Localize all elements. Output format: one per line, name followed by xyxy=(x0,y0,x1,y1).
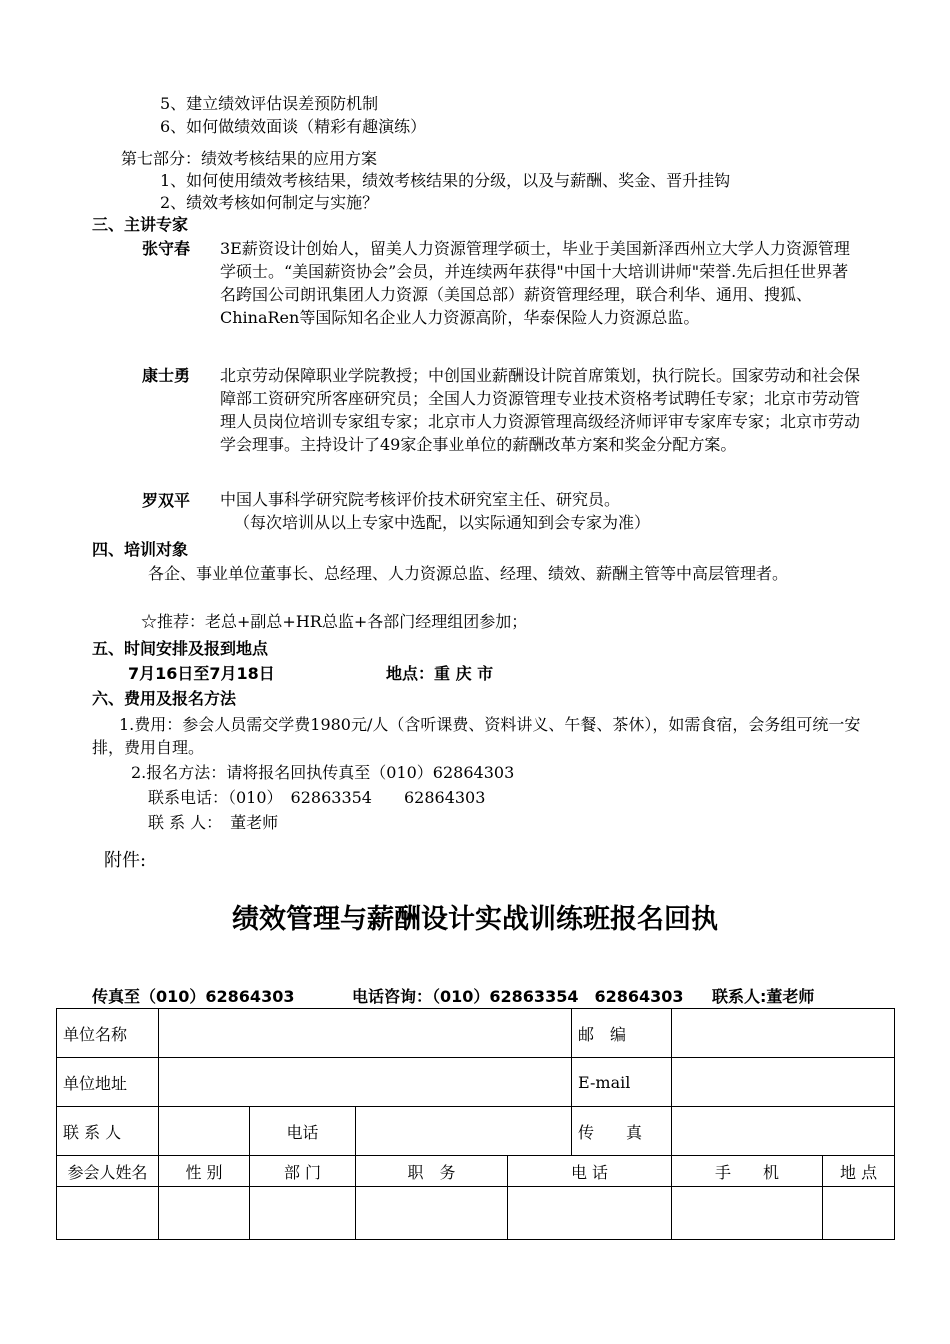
expert-bio-1: 3E薪资设计创始人，留美人力资源管理学硕士，毕业于美国新泽西州立大学人力资源管理学硕士。“美国薪资协会”会员，并连续两年获得"中国十大培训讲师"荣誉.先后担任世界著名跨国公司朗讯集团人力资源（美国总部）薪资管理经理，联合利华、通用、搜狐、ChinaRen等国际知名企业人力资源高阶，华泰保险人力资源总监。 xyxy=(220,239,850,327)
label-contact-person: 联 系 人 xyxy=(57,1107,159,1156)
cell-attendee-name[interactable] xyxy=(57,1187,159,1240)
col-gender: 性 别 xyxy=(159,1156,250,1187)
contact-phone: 联系电话：（010） 62863354 62864303 xyxy=(148,788,486,807)
cell-location[interactable] xyxy=(823,1187,895,1240)
cell-position[interactable] xyxy=(356,1187,508,1240)
attachment-label: 附件: xyxy=(104,850,147,871)
input-contact-person[interactable] xyxy=(159,1107,250,1156)
col-attendee-name: 参会人姓名 xyxy=(57,1156,159,1187)
expert-note: （每次培训从以上专家中选配，以实际通知到会专家为准） xyxy=(234,513,651,532)
label-unit-address: 单位地址 xyxy=(57,1058,159,1107)
cell-department[interactable] xyxy=(250,1187,356,1240)
cell-phone[interactable] xyxy=(508,1187,672,1240)
expert-bio-2: 北京劳动保障职业学院教授；中创国业薪酬设计院首席策划，执行院长。国家劳动和社会保障部工资研究所客座研究员；全国人力资源管理专业技术资格考试聘任专家；北京市劳动管理人员岗位培训专家组专家；北京市人力资源管理高级经济师评审专家库专家；北京市劳动学会理事。主持设计了49家企事业单位的薪酬改革方案和奖金分配方案。 xyxy=(220,366,861,454)
registration-form-table xyxy=(56,1008,895,1240)
input-unit-name[interactable] xyxy=(159,1009,572,1058)
expert-bio-3: 中国人事科学研究院考核评价技术研究室主任、研究员。 xyxy=(220,490,621,509)
cell-mobile[interactable] xyxy=(672,1187,823,1240)
label-email: E-mail xyxy=(572,1058,672,1107)
col-phone: 电 话 xyxy=(508,1156,672,1187)
part7-item-2: 2、绩效考核如何制定与实施？ xyxy=(160,193,379,212)
form-title: 绩效管理与薪酬设计实战训练班报名回执 xyxy=(232,904,718,935)
section4-recommend: ☆推荐：老总+副总+HR总监+各部门经理组团参加； xyxy=(141,612,528,631)
label-postcode: 邮 编 xyxy=(572,1009,672,1058)
section6-heading: 六、费用及报名方法 xyxy=(92,689,237,708)
training-date: 7月16日至7月18日 xyxy=(128,664,275,683)
form-phone: 电话咨询：（010）62863354 62864303 xyxy=(352,987,684,1006)
form-fax: 传真至（010）62864303 xyxy=(92,987,295,1006)
section3-heading: 三、主讲专家 xyxy=(92,215,189,234)
input-email[interactable] xyxy=(672,1058,895,1107)
input-tel[interactable] xyxy=(356,1107,572,1156)
expert-name-3: 罗双平 xyxy=(142,491,191,510)
section4-text: 各企、事业单位董事长、总经理、人力资源总监、经理、绩效、薪酬主管等中高层管理者。 xyxy=(148,564,789,583)
section4-heading: 四、培训对象 xyxy=(92,540,189,559)
label-unit-name: 单位名称 xyxy=(57,1009,159,1058)
input-fax[interactable] xyxy=(672,1107,895,1156)
section5-heading: 五、时间安排及报到地点 xyxy=(92,639,269,658)
col-mobile: 手 机 xyxy=(672,1156,823,1187)
form-contact: 联系人:董老师 xyxy=(712,987,815,1006)
training-place: 地点：重 庆 市 xyxy=(386,664,494,683)
contact-person: 联 系 人： 董老师 xyxy=(148,813,279,832)
expert-name-2: 康士勇 xyxy=(142,366,191,385)
expert-name-1: 张守春 xyxy=(142,239,191,258)
col-position: 职 务 xyxy=(356,1156,508,1187)
input-unit-address[interactable] xyxy=(159,1058,572,1107)
cell-gender[interactable] xyxy=(159,1187,250,1240)
part7-item-1: 1、如何使用绩效考核结果，绩效考核结果的分级，以及与薪酬、奖金、晋升挂钩 xyxy=(160,171,731,190)
part6-item-6: 6、如何做绩效面谈（精彩有趣演练） xyxy=(160,117,427,136)
part7-title: 第七部分：绩效考核结果的应用方案 xyxy=(121,149,378,168)
col-department: 部 门 xyxy=(250,1156,356,1187)
signup-method: 2.报名方法：请将报名回执传真至（010）62864303 xyxy=(131,763,515,782)
label-tel: 电话 xyxy=(250,1107,356,1156)
col-location: 地 点 xyxy=(823,1156,895,1187)
fee-text: 1.费用：参会人员需交学费1980元/人（含听课费、资料讲义、午餐、茶休），如需食宿，会务组可统一安排，费用自理。 xyxy=(92,715,861,757)
part6-item-5: 5、建立绩效评估误差预防机制 xyxy=(160,94,379,113)
label-fax: 传 真 xyxy=(572,1107,672,1156)
input-postcode[interactable] xyxy=(672,1009,895,1058)
